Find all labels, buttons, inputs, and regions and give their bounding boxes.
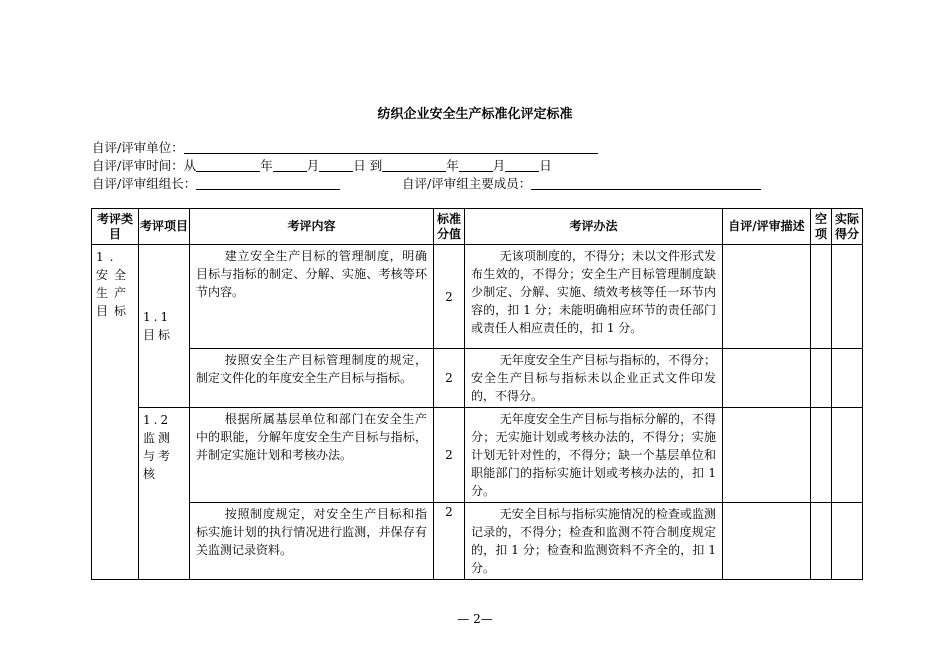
start-month-blank[interactable]	[273, 157, 307, 172]
empty-cell[interactable]	[811, 408, 832, 503]
end-year-blank[interactable]	[382, 157, 446, 172]
document-title: 纺织企业安全生产标准化评定标准	[377, 107, 573, 122]
members-line	[402, 175, 761, 193]
score-cell: 2	[434, 349, 465, 408]
method-cell: 无年度安全生产目标与指标分解的，不得分；无实施计划或考核办法的，不得分；实施计划无针对性的，不得分；缺一个基层单位和职能部门的指标实施计划或考核办法的，扣 1 分。	[465, 408, 723, 503]
header-actual: 实际得分	[832, 209, 863, 245]
category-cell: 1. 安全生产目标	[92, 245, 139, 580]
table-row	[92, 245, 863, 349]
method-cell: 无该项制度的，不得分；未以文件形式发布生效的，不得分；安全生产目标管理制度缺少制定、分解、实施、绩效考核等任一环节内容的，扣 1 分；未能明确相应环节的责任部门或责任人相应责任的，扣 1 分。	[465, 245, 723, 349]
unit-label: 自评/评审单位：	[92, 140, 184, 155]
time-line	[92, 157, 552, 175]
header-score: 标准分值	[434, 209, 465, 245]
members-label: 自评/评审组主要成员：	[402, 176, 532, 191]
score-cell: 2	[434, 408, 465, 503]
item-cell: 1.1 目标	[139, 245, 190, 408]
to-label: 到	[369, 158, 383, 173]
self-eval-cell[interactable]	[723, 349, 811, 408]
start-day-blank[interactable]	[319, 157, 353, 172]
year-label-2: 年	[446, 158, 459, 173]
header-self-eval: 自评/评审描述	[723, 209, 811, 245]
item-cell: 1.2 监测与考核	[139, 408, 190, 580]
leader-line	[92, 175, 340, 193]
self-eval-cell[interactable]	[723, 503, 811, 580]
header-content: 考评内容	[190, 209, 434, 245]
end-day-blank[interactable]	[505, 157, 539, 172]
actual-score-cell[interactable]	[832, 349, 863, 408]
day-label-2: 日	[539, 158, 552, 173]
unit-blank[interactable]	[184, 139, 598, 154]
method-cell: 无安全目标与指标实施情况的检查或监测记录的，不得分；检查和监测不符合制度规定的，扣 1 分；检查和监测资料不齐全的，扣 1 分。	[465, 503, 723, 580]
members-blank[interactable]	[531, 175, 761, 190]
method-cell: 无年度安全生产目标与指标的，不得分；安全生产目标与指标未以企业正式文件印发的，不得分。	[465, 349, 723, 408]
header-method: 考评办法	[465, 209, 723, 245]
table-row	[92, 349, 863, 408]
self-eval-cell[interactable]	[723, 408, 811, 503]
score-cell: 2	[434, 245, 465, 349]
start-year-blank[interactable]	[196, 157, 260, 172]
time-label: 自评/评审时间：从	[92, 158, 197, 173]
header-category: 考评类目	[92, 209, 139, 245]
end-month-blank[interactable]	[459, 157, 493, 172]
leader-label: 自评/评审组组长：	[92, 176, 197, 191]
content-cell: 按照制度规定，对安全生产目标和指标实施计划的执行情况进行监测，并保存有关监测记录资料。	[190, 503, 434, 580]
actual-score-cell[interactable]	[832, 245, 863, 349]
actual-score-cell[interactable]	[832, 503, 863, 580]
year-label: 年	[260, 158, 273, 173]
header-row	[92, 209, 863, 245]
self-eval-cell[interactable]	[723, 245, 811, 349]
day-label: 日	[353, 158, 366, 173]
empty-cell[interactable]	[811, 503, 832, 580]
header-item: 考评项目	[139, 209, 190, 245]
page-number: — 2—	[457, 612, 493, 626]
content-cell: 建立安全生产目标的管理制度，明确目标与指标的制定、分解、实施、考核等环节内容。	[190, 245, 434, 349]
evaluation-table	[91, 208, 863, 580]
content-cell: 按照安全生产目标管理制度的规定，制定文件化的年度安全生产目标与指标。	[190, 349, 434, 408]
unit-line	[92, 139, 598, 157]
month-label: 月	[306, 158, 320, 173]
content-cell: 根据所属基层单位和部门在安全生产中的职能，分解年度安全生产目标与指标，并制定实施计划和考核办法。	[190, 408, 434, 503]
score-cell: 2	[434, 503, 465, 580]
empty-cell[interactable]	[811, 349, 832, 408]
actual-score-cell[interactable]	[832, 408, 863, 503]
leader-blank[interactable]	[196, 175, 340, 190]
header-empty: 空项	[811, 209, 832, 245]
month-label-2: 月	[492, 158, 506, 173]
table-row	[92, 503, 863, 580]
table-row	[92, 408, 863, 503]
empty-cell[interactable]	[811, 245, 832, 349]
